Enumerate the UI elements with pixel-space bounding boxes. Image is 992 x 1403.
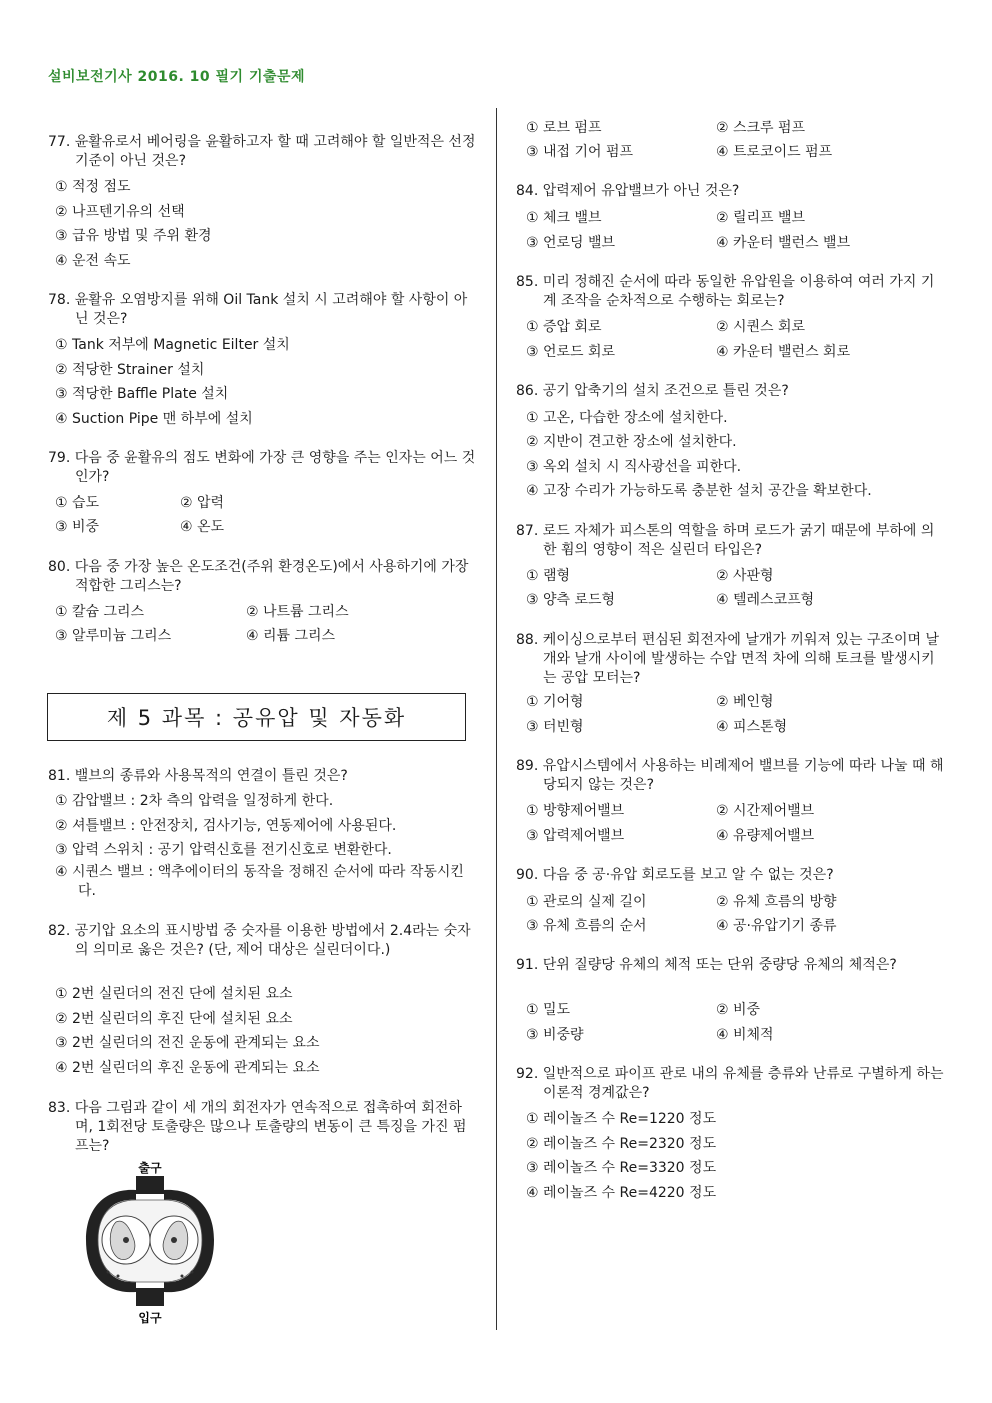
option[interactable]: ② 스크루 펌프 — [716, 120, 806, 136]
option[interactable]: ② 사판형 — [716, 568, 774, 584]
question-stem: 77. 윤활유로서 베어링을 윤활하고자 할 때 고려해야 할 일반적은 선정기준이 아닌 것은? — [48, 134, 476, 169]
question-stem: 85. 미리 정해진 순서에 따라 동일한 유압원을 이용하여 여러 가지 기계 조작을 순차적으로 수행하는 회로는? — [516, 274, 935, 309]
option[interactable]: ③ 언로드 회로 — [526, 344, 616, 360]
question-84 — [516, 182, 946, 201]
option-text: ④ 시퀀스 밸브 : 액추에이터의 동작을 정해진 순서에 따라 작동시킨다. — [55, 864, 464, 899]
option[interactable]: ③ 레이놀즈 수 Re=3320 정도 — [526, 1160, 717, 1176]
question-stem: 90. 다음 중 공·유압 회로도를 보고 알 수 없는 것은? — [516, 867, 834, 883]
option[interactable]: ② 압력 — [180, 495, 225, 511]
option[interactable]: ① Tank 저부에 Magnetic Eilter 설치 — [55, 337, 290, 353]
question-stem: 86. 공기 압축기의 설치 조건으로 틀린 것은? — [516, 383, 789, 399]
option[interactable]: ② 유체 흐름의 방향 — [716, 894, 837, 910]
option[interactable]: ① 레이놀즈 수 Re=1220 정도 — [526, 1111, 717, 1127]
option[interactable]: ② 셔틀밸브 : 안전장치, 검사기능, 연동제어에 사용된다. — [55, 818, 397, 834]
option[interactable]: ③ 언로딩 밸브 — [526, 235, 616, 251]
option[interactable]: ① 고온, 다습한 장소에 설치한다. — [526, 410, 728, 426]
option[interactable]: ① 밀도 — [526, 1002, 571, 1018]
option[interactable]: ③ 양측 로드형 — [526, 592, 616, 608]
option[interactable]: ① 감압밸브 : 2차 측의 압력을 일정하게 한다. — [55, 793, 334, 809]
option[interactable]: ① 칼슘 그리스 — [55, 604, 145, 620]
outlet-label: 출구 — [138, 1161, 162, 1175]
section-title: 제 5 과목 : 공유압 및 자동화 — [47, 693, 466, 741]
option[interactable]: ② 나트륨 그리스 — [246, 604, 349, 620]
question-stem: 80. 다음 중 가장 높은 온도조건(주위 환경온도)에서 사용하기에 가장 적합한 그리스는? — [48, 559, 469, 594]
option[interactable]: ② 2번 실린더의 후진 단에 설치된 요소 — [55, 1011, 293, 1027]
option[interactable]: ③ 압력 스위치 : 공기 압력신호를 전기신호로 변환한다. — [55, 842, 392, 858]
question-79 — [48, 449, 478, 487]
option[interactable]: ③ 급유 방법 및 주위 환경 — [55, 228, 212, 244]
option[interactable]: ① 기어형 — [526, 694, 584, 710]
question-88 — [516, 631, 946, 688]
option[interactable]: ③ 터빈형 — [526, 719, 584, 735]
option[interactable]: ① 램형 — [526, 568, 571, 584]
question-stem: 82. 공기압 요소의 표시방법 중 숫자를 이용한 방법에서 2.4라는 숫자의 의미로 옳은 것은? (단, 제어 대상은 실린더이다.) — [48, 923, 471, 958]
option[interactable]: ④ 카운터 밸런스 밸브 — [716, 235, 851, 251]
option[interactable]: ④ 비체적 — [716, 1027, 774, 1043]
option[interactable]: ④ 레이놀즈 수 Re=4220 정도 — [526, 1185, 717, 1201]
question-91 — [516, 956, 946, 975]
question-92 — [516, 1065, 946, 1103]
option[interactable]: ③ 유체 흐름의 순서 — [526, 918, 647, 934]
question-80 — [48, 558, 478, 596]
option[interactable]: ④ 공·유압기기 종류 — [716, 918, 837, 934]
option[interactable]: ④ 텔레스코프형 — [716, 592, 815, 608]
option[interactable]: ② 레이놀즈 수 Re=2320 정도 — [526, 1136, 717, 1152]
option[interactable] — [55, 863, 473, 901]
option[interactable]: ② 시간제어밸브 — [716, 803, 815, 819]
lobe-pump-figure — [78, 1160, 238, 1329]
option[interactable]: ① 습도 — [55, 495, 100, 511]
question-81 — [48, 767, 478, 786]
lobe-pump-diagram — [78, 1160, 238, 1325]
option[interactable]: ④ 트로코이드 펌프 — [716, 144, 833, 160]
option[interactable]: ② 나프텐기유의 선택 — [55, 204, 185, 220]
question-83 — [48, 1099, 478, 1156]
option[interactable]: ③ 2번 실린더의 전진 운동에 관계되는 요소 — [55, 1035, 320, 1051]
question-stem: 83. 다음 그림과 같이 세 개의 회전자가 연속적으로 접촉하여 회전하며, 1회전당 토출량은 많으나 토출량의 변동이 큰 특징을 가진 펌프는? — [48, 1100, 467, 1154]
option[interactable]: ② 릴리프 밸브 — [716, 210, 806, 226]
option[interactable]: ④ 리튬 그리스 — [246, 628, 336, 644]
option[interactable]: ① 적정 점도 — [55, 179, 131, 195]
option[interactable]: ④ 고장 수리가 가능하도록 충분한 설치 공간을 확보한다. — [526, 483, 872, 499]
question-78 — [48, 291, 478, 329]
question-stem: 78. 윤활유 오염방지를 위해 Oil Tank 설치 시 고려해야 할 사항이 아닌 것은? — [48, 292, 468, 327]
option[interactable]: ② 베인형 — [716, 694, 774, 710]
option[interactable]: ① 방향제어밸브 — [526, 803, 625, 819]
option[interactable]: ② 적당한 Strainer 설치 — [55, 362, 205, 378]
question-stem: 88. 케이싱으로부터 편심된 회전자에 날개가 끼워져 있는 구조이며 날개와 날개 사이에 발생하는 수압 면적 차에 의해 토크를 발생시키는 공압 모터는? — [516, 632, 940, 686]
option[interactable]: ② 비중 — [716, 1002, 761, 1018]
option[interactable]: ③ 비중량 — [526, 1027, 584, 1043]
option[interactable]: ④ Suction Pipe 맨 하부에 설치 — [55, 411, 253, 427]
column-divider — [496, 108, 497, 1330]
option[interactable]: ④ 온도 — [180, 519, 225, 535]
option[interactable]: ③ 내접 기어 펌프 — [526, 144, 634, 160]
question-90 — [516, 866, 946, 885]
option[interactable]: ① 체크 밸브 — [526, 210, 602, 226]
page-header: 설비보전기사 2016. 10 필기 기출문제 — [48, 69, 306, 85]
option[interactable]: ③ 적당한 Baffle Plate 설치 — [55, 386, 229, 402]
question-stem: 81. 밸브의 종류와 사용목적의 연결이 틀린 것은? — [48, 768, 348, 784]
question-stem: 89. 유압시스템에서 사용하는 비례제어 밸브를 기능에 따라 나눌 때 해당되지 않는 것은? — [516, 758, 944, 793]
option[interactable]: ④ 카운터 밸런스 회로 — [716, 344, 851, 360]
option[interactable]: ② 지반이 견고한 장소에 설치한다. — [526, 434, 737, 450]
question-stem: 87. 로드 자체가 피스톤의 역할을 하며 로드가 굵기 때문에 부하에 의한 휨의 영향이 적은 실린더 타입은? — [516, 523, 935, 558]
option[interactable]: ③ 압력제어밸브 — [526, 828, 625, 844]
option[interactable]: ④ 2번 실린더의 후진 운동에 관계되는 요소 — [55, 1060, 320, 1076]
option[interactable]: ③ 비중 — [55, 519, 100, 535]
option[interactable]: ④ 유량제어밸브 — [716, 828, 815, 844]
option[interactable]: ③ 옥외 설치 시 직사광선을 피한다. — [526, 459, 742, 475]
question-stem: 79. 다음 중 윤활유의 점도 변화에 가장 큰 영향을 주는 인자는 어느 것인가? — [48, 450, 476, 485]
question-87 — [516, 522, 946, 560]
option[interactable]: ③ 알루미늄 그리스 — [55, 628, 172, 644]
option[interactable]: ① 로브 펌프 — [526, 120, 602, 136]
question-stem: 91. 단위 질량당 유체의 체적 또는 단위 중량당 유체의 체적은? — [516, 957, 897, 973]
question-82 — [48, 922, 478, 960]
question-86 — [516, 382, 946, 401]
option[interactable]: ① 관로의 실제 길이 — [526, 894, 647, 910]
option[interactable]: ① 증압 회로 — [526, 319, 602, 335]
option[interactable]: ① 2번 실린더의 전진 단에 설치된 요소 — [55, 986, 293, 1002]
question-89 — [516, 757, 946, 795]
question-stem: 84. 압력제어 유압밸브가 아닌 것은? — [516, 183, 740, 199]
question-85 — [516, 273, 946, 311]
option[interactable]: ④ 운전 속도 — [55, 253, 131, 269]
question-stem: 92. 일반적으로 파이프 관로 내의 유체를 층류와 난류로 구별하게 하는 이론적 경계값은? — [516, 1066, 944, 1101]
question-77 — [48, 133, 478, 171]
option[interactable]: ④ 피스톤형 — [716, 719, 788, 735]
inlet-label: 입구 — [138, 1311, 162, 1325]
option[interactable]: ② 시퀀스 회로 — [716, 319, 806, 335]
